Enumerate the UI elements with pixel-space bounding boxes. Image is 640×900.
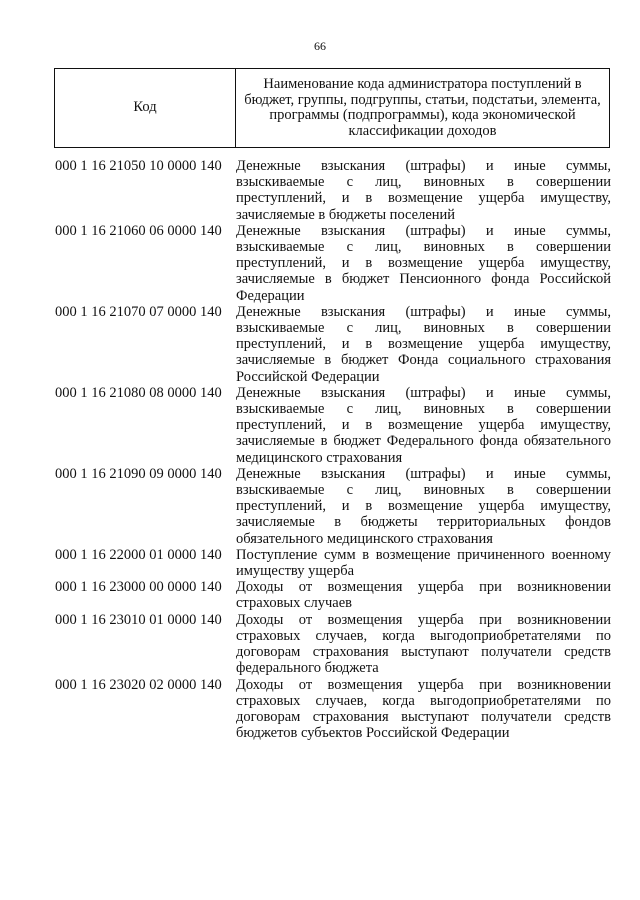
table-row [55,304,611,385]
classification-description [236,612,611,677]
description-line: договорам страхования выступают получатели средств [236,708,611,725]
description-line: взыскиваемые с лиц, виновных в совершении [236,401,611,418]
classification-description [236,385,611,466]
description-line: страховых случаев [236,595,352,612]
table-row [55,385,611,466]
table-row [55,677,611,742]
classification-description [236,158,611,223]
description-line: Федерации [236,287,305,304]
header-code: Код [55,69,236,148]
table-row [55,466,611,547]
classification-description [236,547,611,579]
description-line: страховых случаев, когда выгодоприобретателями по [236,692,611,709]
description-line: Российской Федерации [236,368,380,385]
classification-code: 000 1 16 21080 08 0000 140 [55,384,222,401]
classification-description [236,223,611,304]
description-line: Доходы от возмещения ущерба при возникновении [236,611,611,628]
classification-code: 000 1 16 21060 06 0000 140 [55,222,222,239]
classification-code: 000 1 16 23000 00 0000 140 [55,579,222,596]
description-line: Денежные взыскания (штрафы) и иные суммы, [236,384,611,401]
description-line: преступлений, и в возмещение ущерба имуществу, [236,417,611,434]
description-line: Доходы от возмещения ущерба при возникновении [236,579,611,596]
description-line: Денежные взыскания (штрафы) и иные суммы, [236,465,611,482]
header-name: Наименование кода администратора поступлений в бюджет, группы, подгруппы, статьи, подстатьи, элемента, программы (подпрограммы), кода экономической классификации доходов [236,69,610,148]
classification-description [236,304,611,385]
classification-description [236,579,611,611]
description-line: взыскиваемые с лиц, виновных в совершении [236,239,611,256]
description-line: преступлений, и в возмещение ущерба имуществу, [236,336,611,353]
table-row [55,223,611,304]
description-line: преступлений, и в возмещение ущерба имуществу, [236,498,611,515]
description-line: зачисляемые в бюджеты территориальных фондов [236,514,611,531]
description-line: Денежные взыскания (штрафы) и иные суммы, [236,303,611,320]
description-line: страховых случаев, когда выгодоприобретателями по [236,627,611,644]
classification-code: 000 1 16 22000 01 0000 140 [55,546,222,563]
classification-code: 000 1 16 21090 09 0000 140 [55,465,222,482]
classification-description [236,466,611,547]
classification-description [236,677,611,742]
description-line: зачисляемые в бюджеты поселений [236,206,456,223]
table-header [54,68,610,148]
description-line: Денежные взыскания (штрафы) и иные суммы, [236,222,611,239]
classification-rows [55,158,611,741]
classification-code: 000 1 16 23010 01 0000 140 [55,611,222,628]
description-line: Доходы от возмещения ущерба при возникновении [236,676,611,693]
description-line: обязательного медицинского страхования [236,433,611,466]
description-line: федерального бюджета [236,660,379,677]
description-line: договорам страхования выступают получатели средств [236,644,611,661]
description-line: взыскиваемые с лиц, виновных в совершении [236,174,611,191]
table-row [55,547,611,579]
description-line: Поступление сумм в возмещение причиненного [236,546,545,563]
table-row [55,158,611,223]
description-line: зачисляемые в бюджет Фонда социального страхования [236,352,611,369]
description-line: взыскиваемые с лиц, виновных в совершении [236,482,611,499]
description-line: Денежные взыскания (штрафы) и иные суммы, [236,158,611,174]
classification-code: 000 1 16 21050 10 0000 140 [55,158,222,174]
description-line: зачисляемые в бюджет Федерального фонда [236,433,518,450]
description-line: военному имуществу ущерба [236,546,611,580]
description-line: зачисляемые в бюджет Пенсионного фонда Российской [236,271,611,288]
description-line: обязательного медицинского страхования [236,530,493,547]
description-line: взыскиваемые с лиц, виновных в совершении [236,320,611,337]
description-line: преступлений, и в возмещение ущерба имуществу, [236,255,611,272]
table-row [55,612,611,677]
classification-code: 000 1 16 23020 02 0000 140 [55,676,222,693]
description-line: преступлений, и в возмещение ущерба имуществу, [236,190,611,207]
classification-code: 000 1 16 21070 07 0000 140 [55,303,222,320]
description-line: бюджетов субъектов Российской Федерации [236,725,510,742]
table-row [55,579,611,611]
page-number: 66 [314,39,326,53]
